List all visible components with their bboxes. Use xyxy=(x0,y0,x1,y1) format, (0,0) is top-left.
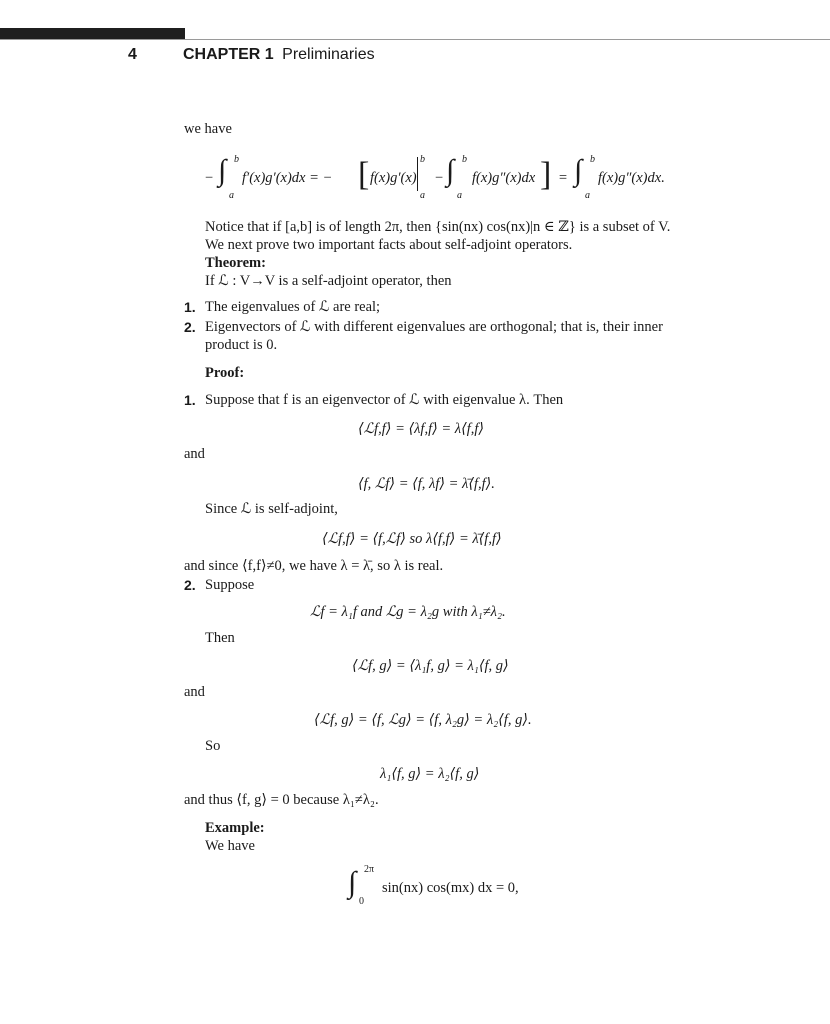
upper-limit: b xyxy=(234,154,239,165)
bracket-left: [ xyxy=(358,156,370,193)
text-and: and xyxy=(184,684,205,700)
text-since: Since ℒ is self-adjoint, xyxy=(205,501,338,517)
integral-equation xyxy=(200,152,700,212)
text-and-since: and since ⟨f,f⟩≠0, we have λ = λ̄, so λ is real. xyxy=(184,558,444,574)
eq-term-1: f′(x)g′(x)dx = − xyxy=(242,170,333,186)
upper-limit: b xyxy=(462,154,467,165)
eq-minus: − xyxy=(204,170,214,186)
lower-limit: 0 xyxy=(359,896,364,907)
equation-5: ⟨ℒf, g⟩ = ⟨λ₁f, g⟩ = λ₁⟨f, g⟩ xyxy=(352,658,509,674)
eval-bar xyxy=(417,157,418,191)
theorem-heading: Theorem: xyxy=(205,255,266,271)
text-we-have-2: We have xyxy=(205,838,255,854)
chapter-heading xyxy=(183,46,375,64)
text-we-have: we have xyxy=(184,121,232,137)
header-rule xyxy=(0,39,830,40)
lower-limit: a xyxy=(457,190,462,201)
eq-term-5: = xyxy=(558,170,568,186)
eq-term-2: f(x)g′(x) xyxy=(370,170,417,186)
text-next-prove: We next prove two important facts about self-adjoint operators. xyxy=(205,237,573,253)
equation-1: ⟨ℒf,f⟩ = ⟨λf,f⟩ = λ⟨f,f⟩ xyxy=(358,421,485,437)
eval-upper: b xyxy=(420,154,425,165)
text-notice: Notice that if [a,b] is of length 2π, then {sin(nx) cos(nx)|n ∈ ℤ} is a subset of V. xyxy=(205,219,671,235)
list-number: 1. xyxy=(184,392,196,408)
text-suppose: Suppose xyxy=(205,577,255,593)
upper-limit: 2π xyxy=(364,864,375,875)
chapter-title: Preliminaries xyxy=(282,46,375,63)
equation-2: ⟨f, ℒf⟩ = ⟨f, λf⟩ = λ̄⟨f,f⟩. xyxy=(358,476,495,492)
text-and: and xyxy=(184,446,205,462)
example-integrand: sin(nx) cos(mx) dx = 0, xyxy=(382,880,519,896)
list-number: 2. xyxy=(184,319,196,335)
text-if-clause: If ℒ : V→V is a self-adjoint operator, then xyxy=(205,273,452,289)
proof-item-1: Suppose that f is an eigenvector of ℒ with eigenvalue λ. Then xyxy=(205,392,564,408)
integral-sign: ∫ xyxy=(348,866,357,899)
theorem-item-2a: Eigenvectors of ℒ with different eigenvalues are orthogonal; that is, their inner xyxy=(205,319,663,335)
lower-limit: a xyxy=(229,190,234,201)
eq-term-4: f(x)g″(x)dx xyxy=(472,170,536,186)
proof-heading: Proof: xyxy=(205,365,245,381)
equation-4: ℒf = λ₁f and ℒg = λ₂g with λ₁≠λ₂. xyxy=(310,604,506,620)
integral-sign: ∫ xyxy=(446,154,455,187)
text-and-thus: and thus ⟨f, g⟩ = 0 because λ₁≠λ₂. xyxy=(184,792,379,808)
eq-term-6: f(x)g″(x)dx. xyxy=(598,170,665,186)
equation-7: λ₁⟨f, g⟩ = λ₂⟨f, g⟩ xyxy=(380,766,480,782)
text-so: So xyxy=(205,738,221,754)
equation-3: ⟨ℒf,f⟩ = ⟨f,ℒf⟩ so λ⟨f,f⟩ = λ̄⟨f,f⟩ xyxy=(322,531,502,547)
equation-6: ⟨ℒf, g⟩ = ⟨f, ℒg⟩ = ⟨f, λ₂g⟩ = λ₂⟨f, g⟩. xyxy=(314,712,532,728)
eq-term-3: − xyxy=(434,170,444,186)
integral-sign: ∫ xyxy=(574,154,583,187)
list-number: 2. xyxy=(184,577,196,593)
example-integral xyxy=(348,862,608,910)
bracket-right: ] xyxy=(540,156,552,193)
lower-limit: a xyxy=(585,190,590,201)
upper-limit: b xyxy=(590,154,595,165)
text-then: Then xyxy=(205,630,235,646)
list-number: 1. xyxy=(184,299,196,315)
page-number: 4 xyxy=(128,46,137,63)
chapter-label: CHAPTER 1 xyxy=(183,46,274,63)
theorem-item-2b: product is 0. xyxy=(205,337,278,353)
integral-sign: ∫ xyxy=(218,154,227,187)
example-heading: Example: xyxy=(205,820,265,836)
eval-lower: a xyxy=(420,190,425,201)
theorem-item-1: The eigenvalues of ℒ are real; xyxy=(205,299,381,315)
